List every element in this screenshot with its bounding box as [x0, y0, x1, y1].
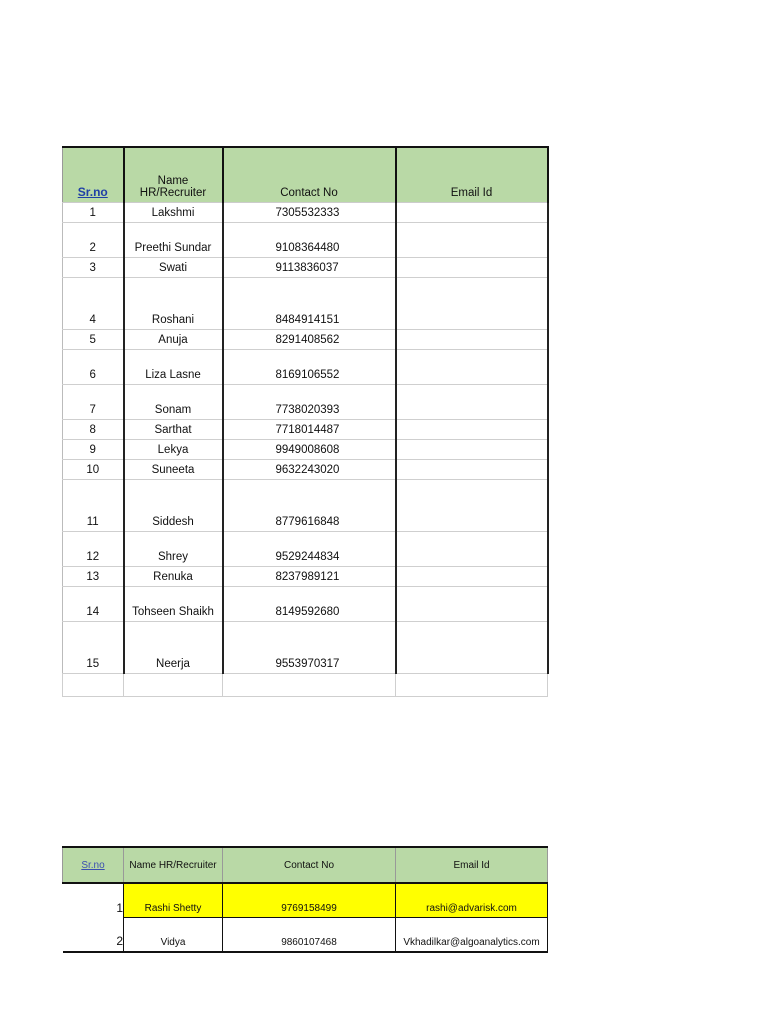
cell-name[interactable]: Roshani: [124, 278, 223, 330]
header-name[interactable]: [124, 147, 223, 203]
cell-contact[interactable]: 7738020393: [223, 385, 396, 420]
cell-srno[interactable]: 4: [63, 278, 124, 330]
table2-row: [63, 918, 548, 953]
header-email-label: Email Id: [450, 187, 493, 199]
cell-contact[interactable]: 7718014487: [223, 420, 396, 440]
cell-contact[interactable]: 8484914151: [223, 278, 396, 330]
cell-empty[interactable]: [223, 674, 396, 697]
table2-header-name-label: Name HR/Recruiter: [129, 859, 217, 871]
cell-srno[interactable]: 10: [63, 460, 124, 480]
table-row: [63, 420, 548, 440]
cell-srno[interactable]: 8: [63, 420, 124, 440]
cell-srno[interactable]: 6: [63, 350, 124, 385]
table-row: [63, 258, 548, 278]
cell-contact[interactable]: 9632243020: [223, 460, 396, 480]
table2-header-contact-label: Contact No: [283, 859, 335, 871]
cell-name[interactable]: Lekya: [124, 440, 223, 460]
cell-contact[interactable]: 8779616848: [223, 480, 396, 532]
cell-contact[interactable]: 8291408562: [223, 330, 396, 350]
table2-header-contact[interactable]: [223, 847, 396, 883]
table-row: [63, 223, 548, 258]
cell-email[interactable]: [396, 203, 548, 223]
cell-srno[interactable]: 11: [63, 480, 124, 532]
cell-name[interactable]: Lakshmi: [124, 203, 223, 223]
cell-contact[interactable]: 7305532333: [223, 203, 396, 223]
cell-email[interactable]: [396, 567, 548, 587]
table-row: [63, 532, 548, 567]
header-email[interactable]: [396, 147, 548, 203]
table2-srno-link[interactable]: Sr.no: [81, 859, 105, 871]
cell-email[interactable]: Vkhadilkar@algoanalytics.com: [396, 918, 548, 953]
cell-contact[interactable]: 8237989121: [223, 567, 396, 587]
recruiter-table-main: [62, 146, 549, 697]
cell-email[interactable]: [396, 587, 548, 622]
cell-contact[interactable]: 9860107468: [223, 918, 396, 953]
table-row: [63, 587, 548, 622]
table2-row: [63, 883, 548, 918]
cell-srno[interactable]: 9: [63, 440, 124, 460]
table-row: [63, 278, 548, 330]
cell-srno[interactable]: 3: [63, 258, 124, 278]
table2-header-name[interactable]: [124, 847, 223, 883]
cell-name[interactable]: Renuka: [124, 567, 223, 587]
cell-name[interactable]: Preethi Sundar: [124, 223, 223, 258]
cell-email[interactable]: [396, 350, 548, 385]
header-name-line2: HR/Recruiter: [139, 187, 207, 199]
cell-email[interactable]: [396, 278, 548, 330]
table-body: [63, 203, 548, 697]
cell-name[interactable]: Suneeta: [124, 460, 223, 480]
cell-empty[interactable]: [124, 674, 223, 697]
header-contact-label: Contact No: [280, 187, 338, 199]
cell-srno[interactable]: 5: [63, 330, 124, 350]
table-row: [63, 460, 548, 480]
cell-email[interactable]: [396, 440, 548, 460]
cell-srno[interactable]: 12: [63, 532, 124, 567]
cell-email[interactable]: [396, 420, 548, 440]
table-row: [63, 350, 548, 385]
cell-contact[interactable]: 8169106552: [223, 350, 396, 385]
cell-srno[interactable]: 2: [63, 918, 124, 953]
cell-name[interactable]: Rashi Shetty: [124, 883, 223, 918]
cell-name[interactable]: Sarthat: [124, 420, 223, 440]
cell-email[interactable]: rashi@advarisk.com: [396, 883, 548, 918]
header-srno[interactable]: [63, 147, 124, 203]
cell-contact[interactable]: 9769158499: [223, 883, 396, 918]
cell-contact[interactable]: 9113836037: [223, 258, 396, 278]
cell-name[interactable]: Swati: [124, 258, 223, 278]
cell-srno[interactable]: 2: [63, 223, 124, 258]
table-row: [63, 440, 548, 460]
cell-email[interactable]: [396, 532, 548, 567]
table-row: [63, 203, 548, 223]
cell-name[interactable]: Neerja: [124, 622, 223, 674]
table-row: [63, 480, 548, 532]
header-name-line1: Name: [157, 175, 189, 187]
table-row: [63, 567, 548, 587]
cell-email[interactable]: [396, 223, 548, 258]
cell-contact[interactable]: 9949008608: [223, 440, 396, 460]
table2-header-srno[interactable]: [63, 847, 124, 883]
table-row: [63, 622, 548, 674]
cell-email[interactable]: [396, 330, 548, 350]
cell-contact[interactable]: 9529244834: [223, 532, 396, 567]
cell-srno[interactable]: 15: [63, 622, 124, 674]
cell-email[interactable]: [396, 622, 548, 674]
cell-name[interactable]: Shrey: [124, 532, 223, 567]
header-contact[interactable]: [223, 147, 396, 203]
table2-header-email-label: Email Id: [453, 859, 490, 871]
cell-name[interactable]: Siddesh: [124, 480, 223, 532]
table2-body: [63, 883, 548, 952]
cell-name[interactable]: Vidya: [124, 918, 223, 953]
table-row: [63, 330, 548, 350]
cell-empty[interactable]: [63, 674, 124, 697]
cell-email[interactable]: [396, 258, 548, 278]
cell-srno[interactable]: 1: [116, 900, 123, 915]
table2-header-row: [63, 847, 548, 883]
cell-contact[interactable]: 9553970317: [223, 622, 396, 674]
cell-name[interactable]: Tohseen Shaikh: [124, 587, 223, 622]
cell-srno[interactable]: 14: [63, 587, 124, 622]
recruiter-table-secondary: [62, 846, 548, 953]
cell-email[interactable]: [396, 480, 548, 532]
cell-name[interactable]: Anuja: [124, 330, 223, 350]
cell-empty[interactable]: [396, 674, 548, 697]
cell-name[interactable]: Liza Lasne: [124, 350, 223, 385]
table-header-row: [63, 147, 548, 203]
cell-srno[interactable]: 13: [63, 567, 124, 587]
cell-email[interactable]: [396, 460, 548, 480]
table-row-empty: [63, 674, 548, 697]
cell-contact[interactable]: 8149592680: [223, 587, 396, 622]
cell-contact[interactable]: 9108364480: [223, 223, 396, 258]
cell-name[interactable]: Sonam: [124, 385, 223, 420]
srno-link[interactable]: Sr.no: [77, 185, 108, 199]
table-row: [63, 385, 548, 420]
table2-header-email[interactable]: [396, 847, 548, 883]
cell-srno[interactable]: 7: [63, 385, 124, 420]
cell-email[interactable]: [396, 385, 548, 420]
cell-srno[interactable]: 1: [63, 203, 124, 223]
